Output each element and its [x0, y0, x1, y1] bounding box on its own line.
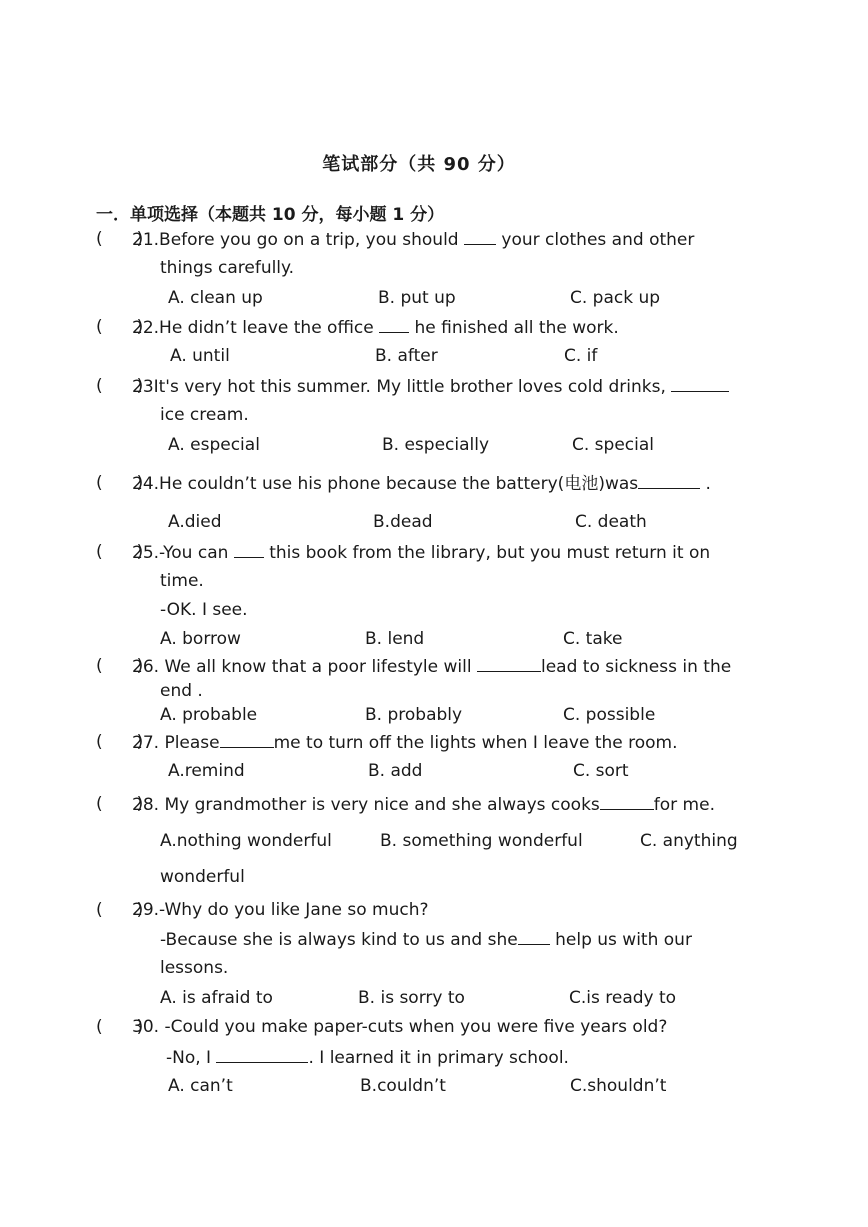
- page-title: 笔试部分（共 90 分）: [322, 154, 516, 175]
- question-text: 28. My grandmother is very nice and she always cooks for me.: [132, 795, 715, 815]
- answer-blank: [464, 228, 496, 245]
- answer-blank: [638, 472, 700, 489]
- option-b: B. put up: [378, 288, 456, 308]
- answer-blank: [216, 1046, 308, 1063]
- option-c: C. death: [575, 512, 647, 532]
- question-text: 29.-Why do you like Jane so much?: [132, 900, 429, 920]
- answer-blank: [379, 316, 409, 333]
- dialogue-reply-cont: lessons.: [160, 958, 229, 978]
- option-a: A. probable: [160, 705, 258, 725]
- dialogue-reply: -No, I . I learned it in primary school.: [166, 1048, 569, 1068]
- question-text: 21.Before you go on a trip, you should your clothes and other: [132, 230, 695, 250]
- option-a: A. especial: [168, 435, 260, 455]
- option-a: A. borrow: [160, 629, 241, 649]
- option-a: A.remind: [168, 761, 245, 781]
- option-c: C. possible: [563, 705, 656, 725]
- question-text: 27. Please me to turn off the lights when I leave the room.: [132, 733, 678, 753]
- option-a: A.nothing wonderful: [160, 831, 332, 851]
- option-a: A. is afraid to: [160, 988, 273, 1008]
- option-c: C. sort: [573, 761, 629, 781]
- question-text: 26. We all know that a poor lifestyle will lead to sickness in the: [132, 657, 732, 677]
- dialogue-reply: -OK. I see.: [160, 600, 248, 620]
- option-c: C. special: [572, 435, 654, 455]
- answer-bracket[interactable]: ( ): [96, 229, 144, 249]
- section-heading: 一．单项选择（本题共 10 分，每小题 1 分）: [96, 205, 445, 225]
- answer-blank: [234, 541, 264, 558]
- option-a: A.died: [168, 512, 222, 532]
- option-b: B. after: [375, 346, 438, 366]
- answer-bracket[interactable]: ( ): [96, 900, 144, 920]
- option-c: C. take: [563, 629, 623, 649]
- answer-bracket[interactable]: ( ): [96, 794, 144, 814]
- option-c: C. pack up: [570, 288, 661, 308]
- option-c-cont: wonderful: [160, 867, 245, 887]
- question-text-cont: ice cream.: [160, 405, 249, 425]
- question-text-cont: things carefully.: [160, 258, 295, 278]
- answer-blank: [671, 375, 729, 392]
- question-text: 25.-You can this book from the library, but you must return it on: [132, 543, 711, 563]
- answer-blank: [518, 928, 550, 945]
- question-text-cont: time.: [160, 571, 204, 591]
- question-text: 22.He didn’t leave the office he finished all the work.: [132, 318, 619, 338]
- answer-bracket[interactable]: ( ): [96, 656, 144, 676]
- answer-bracket[interactable]: ( ): [96, 542, 144, 562]
- option-b: B. add: [368, 761, 423, 781]
- option-b: B. something wonderful: [380, 831, 583, 851]
- answer-bracket[interactable]: ( ): [96, 376, 144, 396]
- option-c: C. if: [564, 346, 598, 366]
- option-b: B.dead: [373, 512, 433, 532]
- answer-bracket[interactable]: ( ): [96, 317, 144, 337]
- option-b: B. is sorry to: [358, 988, 465, 1008]
- option-b: B. lend: [365, 629, 425, 649]
- option-c: C.is ready to: [569, 988, 677, 1008]
- answer-blank: [477, 655, 541, 672]
- option-a: A. clean up: [168, 288, 263, 308]
- question-text: 30. -Could you make paper-cuts when you were five years old?: [132, 1017, 668, 1037]
- answer-bracket[interactable]: ( ): [96, 1017, 144, 1037]
- answer-blank: [220, 731, 274, 748]
- option-c: C.shouldn’t: [570, 1076, 667, 1096]
- dialogue-reply: -Because she is always kind to us and she help us with our: [160, 930, 692, 950]
- option-a: A. can’t: [168, 1076, 233, 1096]
- answer-blank: [600, 793, 654, 810]
- answer-bracket[interactable]: ( ): [96, 473, 144, 493]
- option-c: C. anything: [640, 831, 738, 851]
- answer-bracket[interactable]: ( ): [96, 732, 144, 752]
- option-a: A. until: [170, 346, 230, 366]
- option-b: B. especially: [382, 435, 490, 455]
- question-text-cont: end .: [160, 681, 203, 701]
- option-b: B. probably: [365, 705, 463, 725]
- question-text: 24.He couldn’t use his phone because the battery(电池)was .: [132, 474, 711, 494]
- option-b: B.couldn’t: [360, 1076, 446, 1096]
- question-text: 23It's very hot this summer. My little brother loves cold drinks,: [132, 375, 729, 398]
